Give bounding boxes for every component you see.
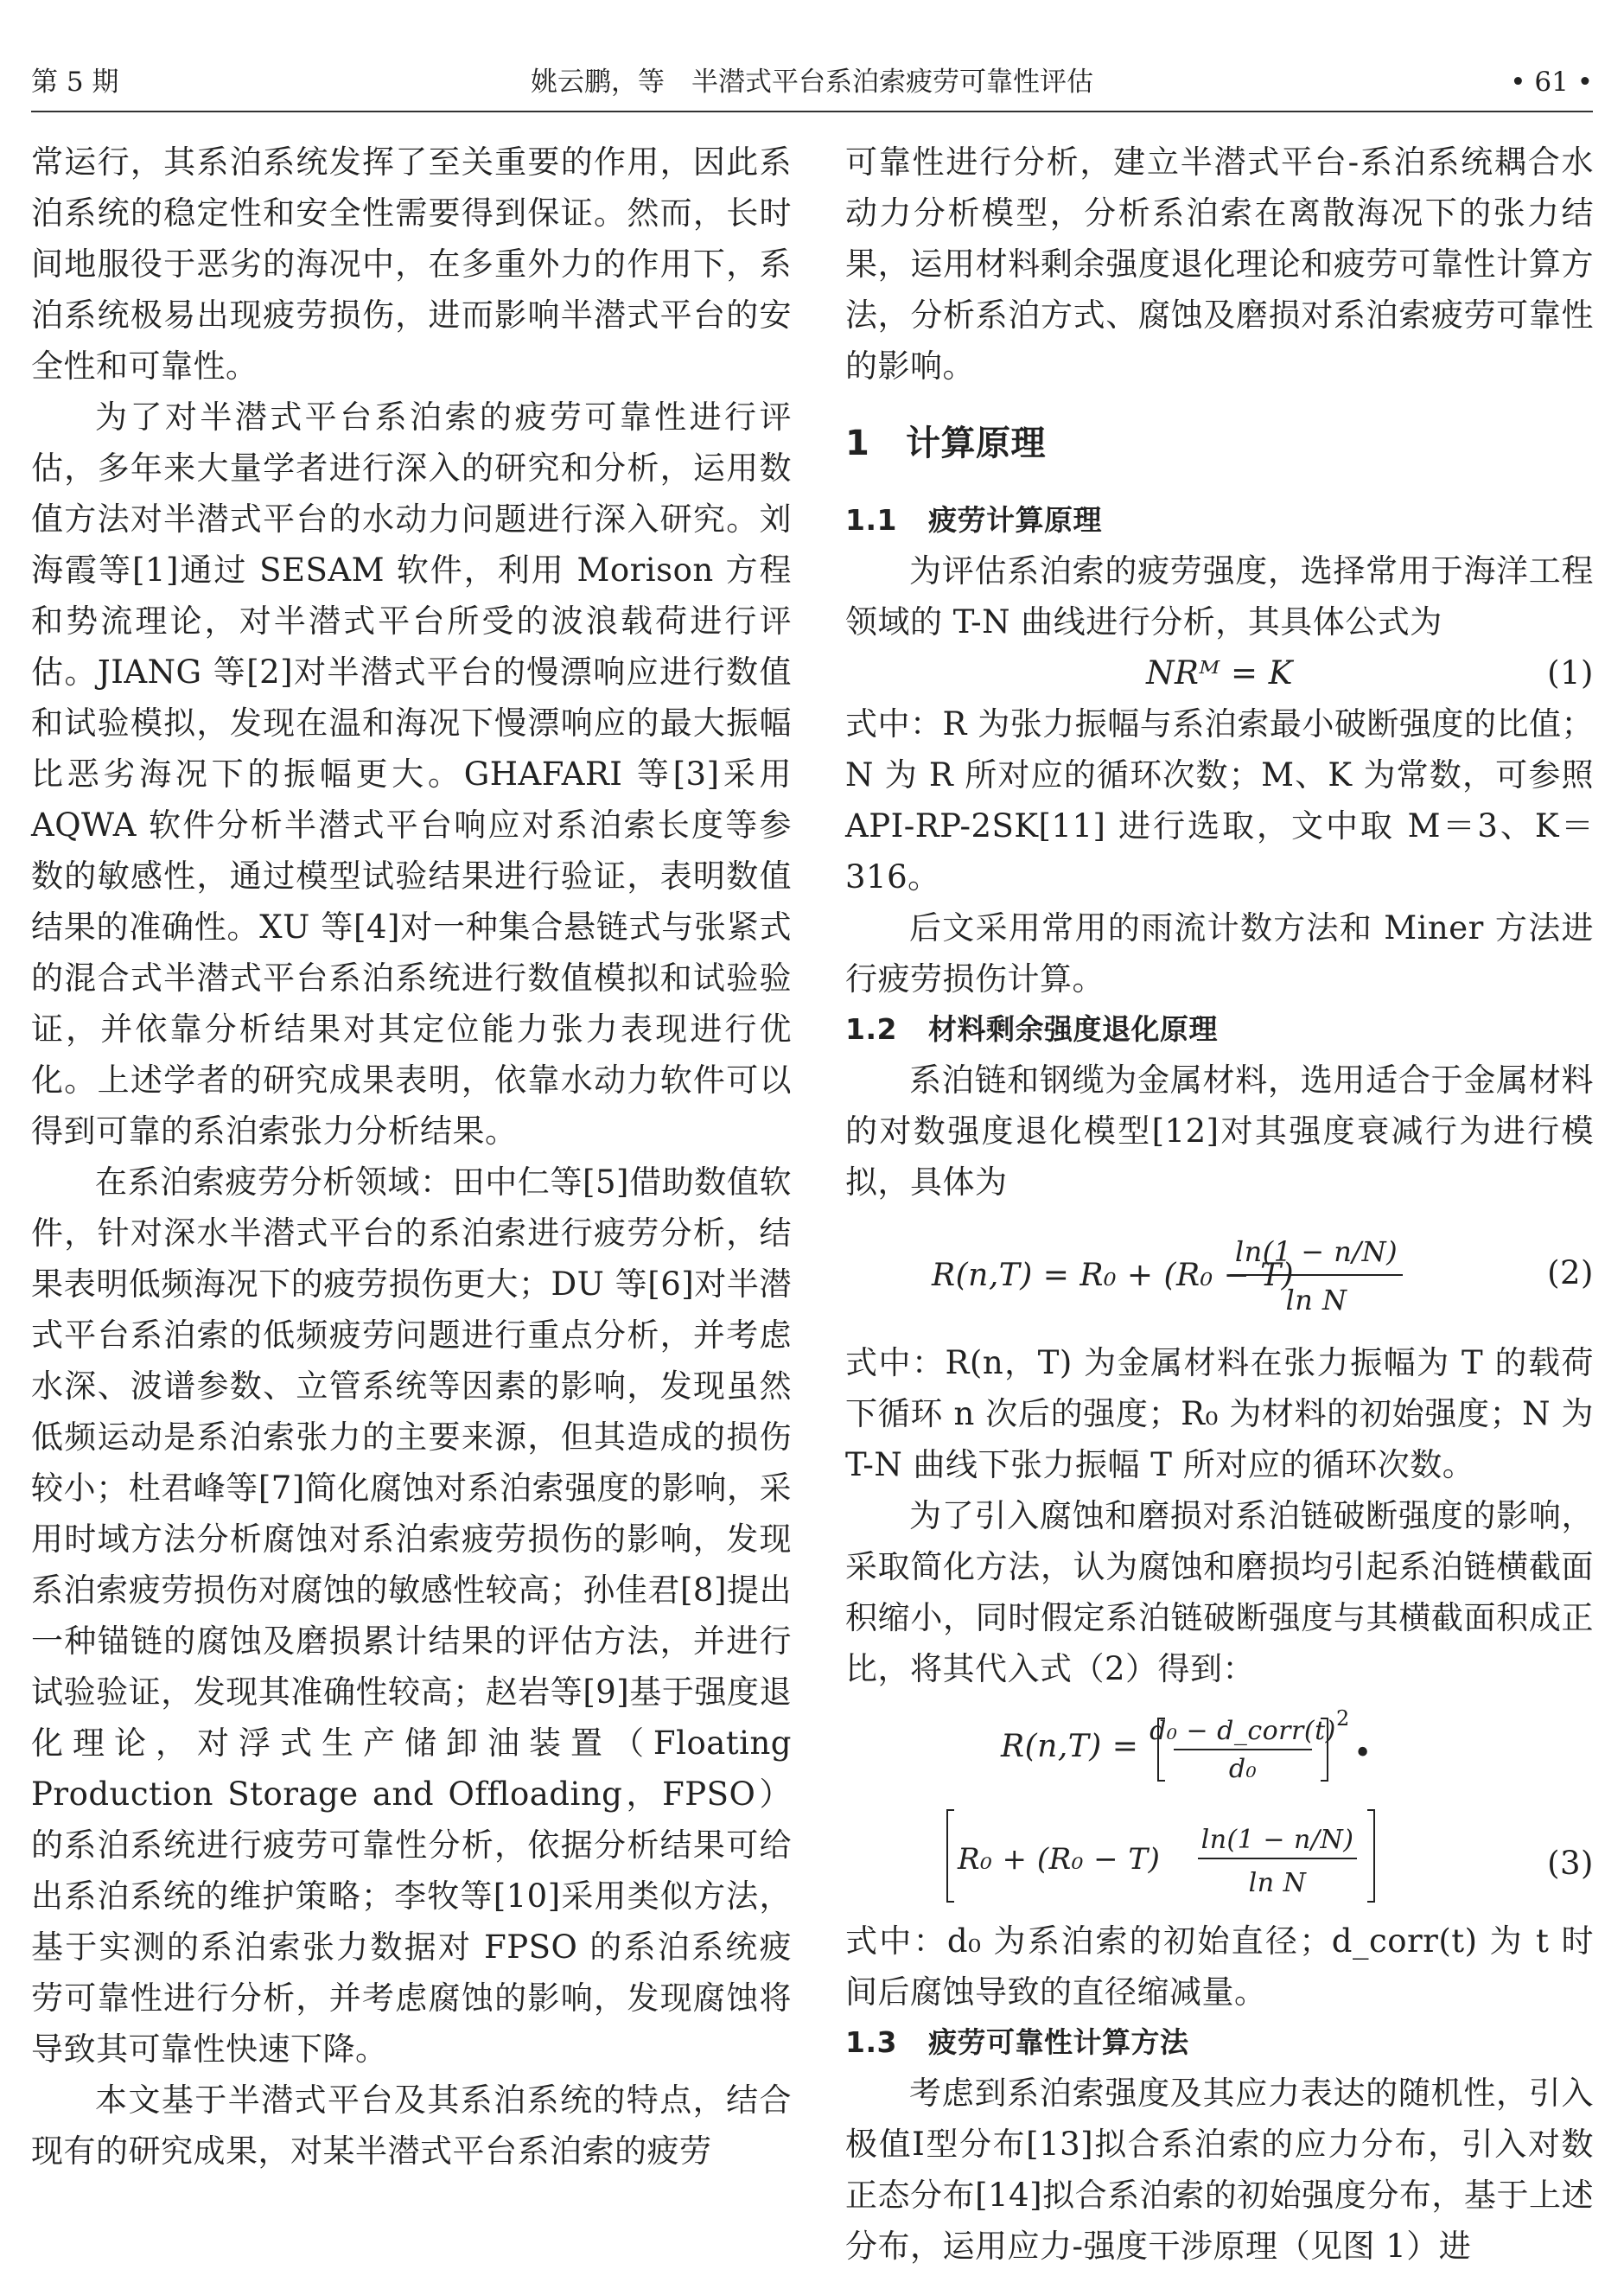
equation-number: (2) [1547, 1254, 1594, 1291]
eq3-bracket-2-right [1367, 1810, 1374, 1902]
subsection-title: 材料剩余强度退化原理 [928, 1012, 1218, 1046]
running-header [31, 61, 1593, 104]
equation-1 [845, 647, 1594, 698]
equation-3 [845, 1694, 1594, 1916]
eq3-lhs: R(n,T) = [1001, 1729, 1139, 1764]
eq3-denominator-2: ln N [1248, 1868, 1307, 1898]
equation-2-graphic [845, 1208, 1519, 1337]
paragraph: 可靠性进行分析，建立半潜式平台-系泊系统耦合水动力分析模型，分析系泊索在离散海况下的张力结果，运用材料剩余强度退化理论和疲劳可靠性计算方法，分析系泊方式、腐蚀及磨损对系泊索疲劳可靠性的影响。 [845, 143, 1594, 385]
left-column [31, 137, 792, 2177]
eq2-denominator: ln N [1285, 1284, 1347, 1316]
paragraph: 本文基于半潜式平台及其系泊系统的特点，结合现有的研究成果，对某半潜式平台系泊索的疲劳 [31, 2081, 792, 2170]
equation-body: NRᴹ = K [1146, 654, 1293, 692]
paragraph: 为了引入腐蚀和磨损对系泊链破断强度的影响，采取简化方法，认为腐蚀和磨损均引起系泊链横截面积缩小，同时假定系泊链破断强度与其横截面积成正比，将其代入式（2）得到： [845, 1497, 1594, 1687]
subsection-title: 疲劳可靠性计算方法 [928, 2025, 1189, 2059]
subsection-number: 1.3 [845, 2025, 897, 2059]
journal-issue: 第 5 期 [31, 67, 119, 98]
header-rule [31, 111, 1593, 112]
subsection-title: 疲劳计算原理 [928, 503, 1102, 537]
subsection-number: 1.1 [845, 503, 897, 537]
paragraph: 式中：d₀ 为系泊索的初始直径；d_corr(t) 为 t 时间后腐蚀导致的直径缩减量。 [845, 1922, 1594, 2011]
paragraph: 考虑到系泊索强度及其应力表达的随机性，引入极值Ⅰ型分布[13]拟合系泊索的应力分布，引入对数正态分布[14]拟合系泊索的初始强度分布，基于上述分布，运用应力-强度干涉原理（见图 1）进 [845, 2075, 1594, 2265]
subsection-heading [845, 495, 1594, 545]
paragraph: 后文采用常用的雨流计数方法和 Miner 方法进行疲劳损伤计算。 [845, 909, 1594, 998]
eq3-frac-denominator: d₀ [1228, 1754, 1258, 1784]
paragraph: 式中：R(n，T) 为金属材料在张力振幅为 T 的载荷下循环 n 次后的强度；R₀ 为材料的初始强度；N 为 T-N 曲线下张力振幅 T 所对应的循环次数。 [845, 1344, 1594, 1483]
paragraph: 为评估系泊索的疲劳强度，选择常用于海洋工程领域的 T-N 曲线进行分析，其具体公式为 [845, 552, 1594, 641]
running-title: 姚云鹏，等 半潜式平台系泊索疲劳可靠性评估 [531, 67, 1093, 98]
eq3-numerator-2: ln(1 − n/N) [1200, 1825, 1354, 1855]
equation-number: (1) [1547, 654, 1594, 692]
eq2-numerator: ln(1 − n/N) [1234, 1235, 1398, 1268]
right-column [845, 137, 1594, 2272]
eq2-lhs: R(n,T) = R₀ + (R₀ − T) [932, 1258, 1295, 1293]
section-number: 1 [845, 424, 870, 463]
section-heading [845, 392, 1594, 495]
section-title: 计算原理 [906, 424, 1046, 463]
paragraph: 在系泊索疲劳分析领域：田中仁等[5]借助数值软件，针对深水半潜式平台的系泊索进行疲劳分析，结果表明低频海况下的疲劳损伤更大；DU 等[6]对半潜式平台系泊索的低频疲劳问题进行重点分析，并考虑水深、波谱参数、立管系统等因素的影响，发现虽然低频运动是系泊索张力的主要来源，但其造成的损伤较小；杜君峰等[7]简化腐蚀对系泊索强度的影响，采用时域方法分析腐蚀对系泊索疲劳损伤的影响，发现系泊索疲劳损伤对腐蚀的敏感性较高；孙佳君[8]提出一种锚链的腐蚀及磨损累计结果的评估方法，并进行试验验证，发现其准确性较高；赵岩等[9]基于强度退化理论，对浮式生产储卸油装置（Floating Production Storage and Offloading，FPSO）的系泊系统进行疲劳可靠性分析，依据分析结果可给出系泊系统的维护策略；李牧等[10]采用类似方法，基于实测的系泊索张力数据对 FPSO 的系泊系统疲劳可靠性进行分析，并考虑腐蚀的影响，发现腐蚀将导致其可靠性快速下降。 [31, 1163, 792, 2068]
paragraph: 式中：R 为张力振幅与系泊索最小破断强度的比值；N 为 R 所对应的循环次数；M、K 为常数，可参照 API-RP-2SK[11] 进行选取，文中取 M＝3、K＝316。 [845, 705, 1594, 896]
subsection-heading [845, 1004, 1594, 1055]
equation-2 [845, 1208, 1594, 1337]
eq3-exponent: 2 [1336, 1706, 1350, 1731]
page-number: • 61 • [1510, 67, 1593, 98]
paragraph: 常运行，其系泊系统发挥了至关重要的作用，因此系泊系统的稳定性和安全性需要得到保证。然而，长时间地服役于恶劣的海况中，在多重外力的作用下，系泊系统极易出现疲劳损伤，进而影响半潜式平台的安全性和可靠性。 [31, 143, 792, 385]
eq3-dot: • [1353, 1736, 1372, 1771]
eq3-bracket-2-left [947, 1810, 954, 1902]
paragraph: 系泊链和钢缆为金属材料，选用适合于金属材料的对数强度退化模型[12]对其强度衰减行为进行模拟，具体为 [845, 1061, 1594, 1201]
paragraph: 为了对半潜式平台系泊索的疲劳可靠性进行评估，多年来大量学者进行深入的研究和分析，运用数值方法对半潜式平台的水动力问题进行深入研究。刘海霞等[1]通过 SESAM 软件，利用 Morison 方程和势流理论，对半潜式平台所受的波浪载荷进行评估。JIANG 等[2]对半潜式平台的慢漂响应进行数值和试验模拟，发现在温和海况下慢漂响应的最大振幅比恶劣海况下的振幅更大。GHAFARI 等[3]采用 AQWA 软件分析半潜式平台响应对系泊索长度等参数的敏感性，通过模型试验结果进行验证，表明数值结果的准确性。XU 等[4]对一种集合悬链式与张紧式的混合式半潜式平台系泊系统进行数值模拟和试验验证，并依靠分析结果对其定位能力张力表现进行优化。上述学者的研究成果表明，依靠水动力软件可以得到可靠的系泊索张力分析结果。 [31, 398, 792, 1150]
eq3-line2: R₀ + (R₀ − T) [958, 1842, 1161, 1877]
subsection-heading [845, 2018, 1594, 2068]
equation-3-graphic [845, 1694, 1519, 1916]
equation-number: (3) [1547, 1845, 1594, 1882]
subsection-number: 1.2 [845, 1012, 897, 1046]
eq3-frac-numerator: d₀ − d_corr(t) [1150, 1716, 1336, 1746]
